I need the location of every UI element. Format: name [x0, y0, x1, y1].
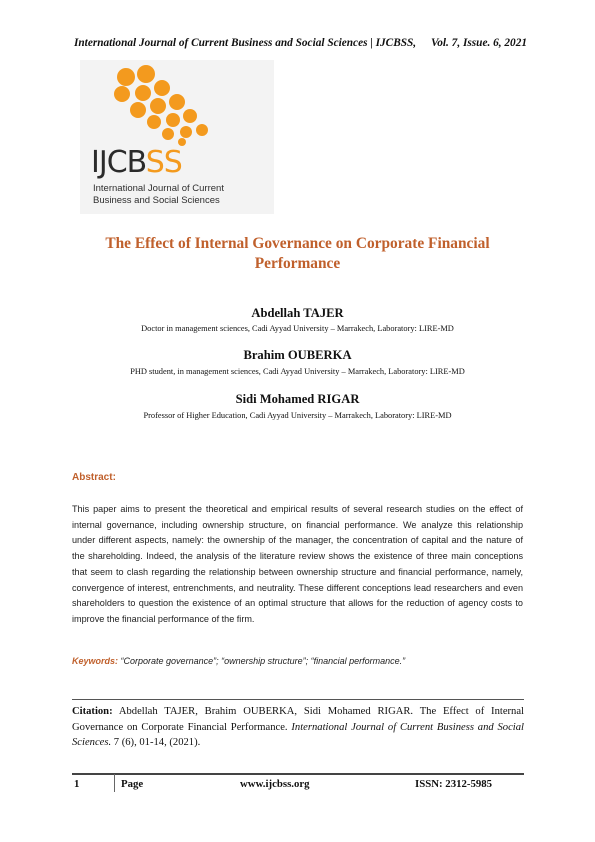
citation-divider [72, 699, 524, 700]
author-name: Brahim OUBERKA [243, 348, 352, 362]
citation-block [72, 704, 524, 751]
website-link[interactable]: www.ijcbss.org [240, 778, 310, 790]
logo-full-name [93, 183, 273, 206]
page-label: Page [121, 778, 144, 790]
citation-details: 7 (6), 01-14, (2021). [113, 737, 201, 748]
logo-acronym-dark: IJCB [91, 145, 146, 180]
journal-name: International Journal of Current Business and Social Sciences | IJCBSS, [74, 37, 417, 49]
logo-line-2: Business and Social Sciences [93, 194, 220, 206]
keywords [72, 656, 523, 666]
footer-separator [114, 774, 115, 792]
volume-issue: Vol. 7, Issue. 6, 2021 [430, 37, 527, 49]
author-affiliation: Professor of Higher Education, Cadi Ayyad University – Marrakech, Laboratory: LIRE-MD [143, 411, 452, 420]
logo-acronym-orange: SS [145, 145, 182, 180]
citation-text: Abdellah TAJER, Brahim OUBERKA, Sidi Mohamed RIGAR. The Effect of Internal Governance on Corporate Financial Performance. [72, 706, 524, 733]
keywords-text: “Corporate governance”; “ownership structure”; “financial performance.” [120, 656, 406, 666]
footer-divider [72, 773, 524, 775]
logo-acronym [91, 146, 182, 180]
author-name: Sidi Mohamed RIGAR [235, 392, 360, 406]
author-name: Abdellah TAJER [251, 306, 344, 320]
title-line-2: Performance [254, 255, 341, 272]
logo-line-1: International Journal of Current [93, 183, 224, 194]
citation-journal: International Journal of Current Business and Social Sciences. [72, 721, 524, 748]
running-header [74, 37, 527, 49]
title-line-1: The Effect of Internal Governance on Corporate Financial [105, 235, 490, 252]
abstract-heading: Abstract: [72, 472, 116, 483]
issn: ISSN: 2312-5985 [415, 778, 493, 790]
abstract-text: This paper aims to present the theoretical and empirical results of several research studies on the effect of internal governance, including ownership structure, on financial performance. We analyze this relationship under different aspects, namely: the ownership of the manager, the concentration of capital and the nature of the shareholding. Indeed, the analysis of the literature review shows the existence of three main conceptions that seem to clash regarding the relationship between ownership structure and financial performance, namely, convergence of interest, entrenchments, and neutrality. These different conceptions lead researchers and even shareholders to question the existence of an optimal structure that allows for the reduction of agency costs to improve the financial performance of the firm. [72, 504, 523, 624]
paper-title [80, 234, 515, 274]
page-number: 1 [74, 778, 80, 790]
citation-label: Citation: [72, 706, 113, 717]
author-affiliation: PHD student, in management sciences, Cadi Ayyad University – Marrakech, Laboratory: LIRE-MD [130, 367, 465, 376]
author-affiliation: Doctor in management sciences, Cadi Ayyad University – Marrakech, Laboratory: LIRE-MD [141, 324, 454, 333]
keywords-label: Keywords: [72, 656, 119, 666]
